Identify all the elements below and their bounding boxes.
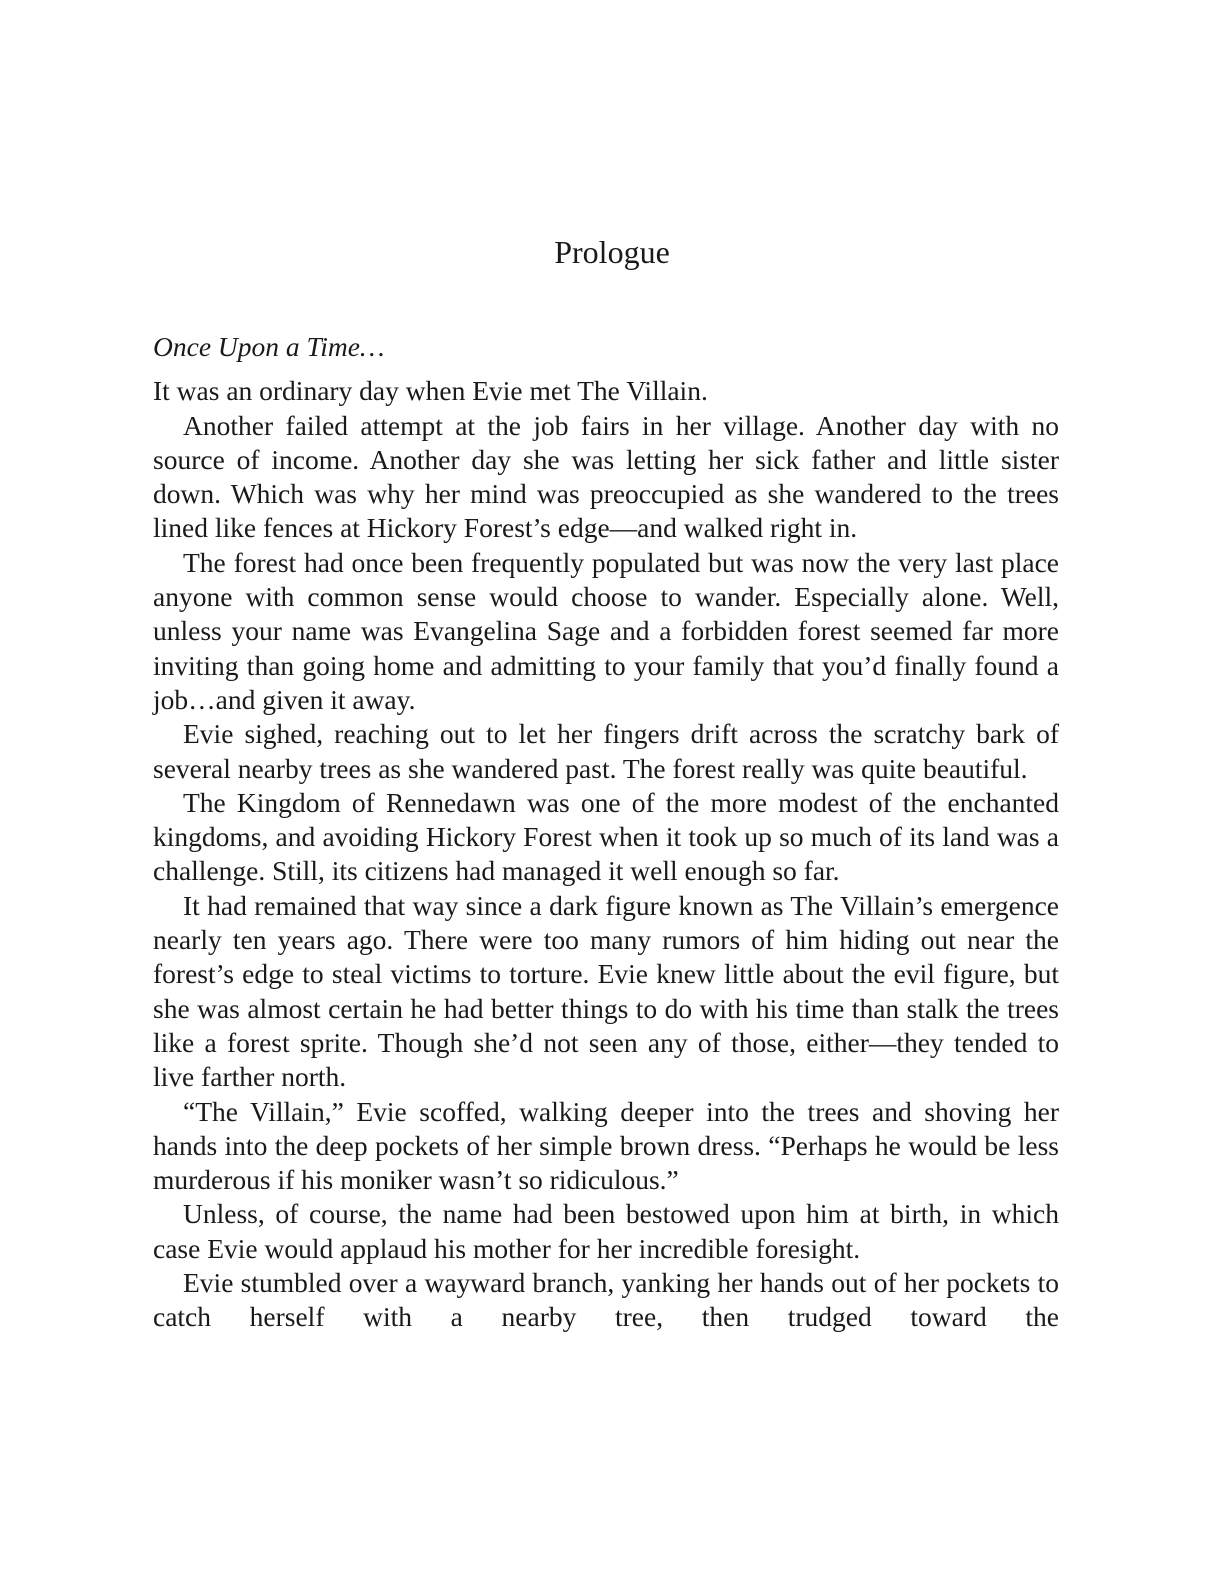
paragraph: The Kingdom of Rennedawn was one of the more modest of the enchanted kingdoms, and avoiding Hickory Forest when it took up so much of its land was a challenge. Still, its citizens had managed it well enough so far. xyxy=(153,786,1059,887)
chapter-body xyxy=(153,330,1059,1335)
paragraph: The forest had once been frequently populated but was now the very last place anyone with common sense would choose to wander. Especially alone. Well, unless your name was Evangelina Sage and a forbidden forest seemed far more inviting than going home and admitting to your family that you’d finally found a job…and given it away. xyxy=(153,546,1059,715)
paragraph: Unless, of course, the name had been bestowed upon him at birth, in which case Evie would applaud his mother for her incredible foresight. xyxy=(153,1198,1059,1264)
paragraph: “The Villain,” Evie scoffed, walking deeper into the trees and shoving her hands into the deep pockets of her simple brown dress. “Perhaps he would be less murderous if his moniker wasn’t so ridiculous.” xyxy=(153,1095,1059,1196)
chapter-title: Prologue xyxy=(554,234,670,270)
paragraph: It was an ordinary day when Evie met The Villain. xyxy=(153,375,708,407)
paragraph: Another failed attempt at the job fairs in her village. Another day with no source of income. Another day she was letting her sick father and little sister down. Which was why her mind was preoccupied as she wandered to the trees lined like fences at Hickory Forest’s edge—and walked right in. xyxy=(153,409,1059,544)
chapter-epigraph: Once Upon a Time… xyxy=(153,331,385,362)
paragraph: It had remained that way since a dark figure known as The Villain’s emergence nearly ten years ago. There were too many rumors of him hiding out near the forest’s edge to steal victims to torture. Evie knew little about the evil figure, but she was almost certain he had better things to do with his time than stalk the trees like a forest sprite. Though she’d not seen any of those, either—they tended to live farther north. xyxy=(153,889,1059,1093)
paragraph: Evie sighed, reaching out to let her fingers drift across the scratchy bark of several nearby trees as she wandered past. The forest really was quite beautiful. xyxy=(153,718,1059,784)
paragraph: Evie stumbled over a wayward branch, yanking her hands out of her pockets to catch herself with a nearby tree, then trudged toward the xyxy=(153,1267,1059,1333)
